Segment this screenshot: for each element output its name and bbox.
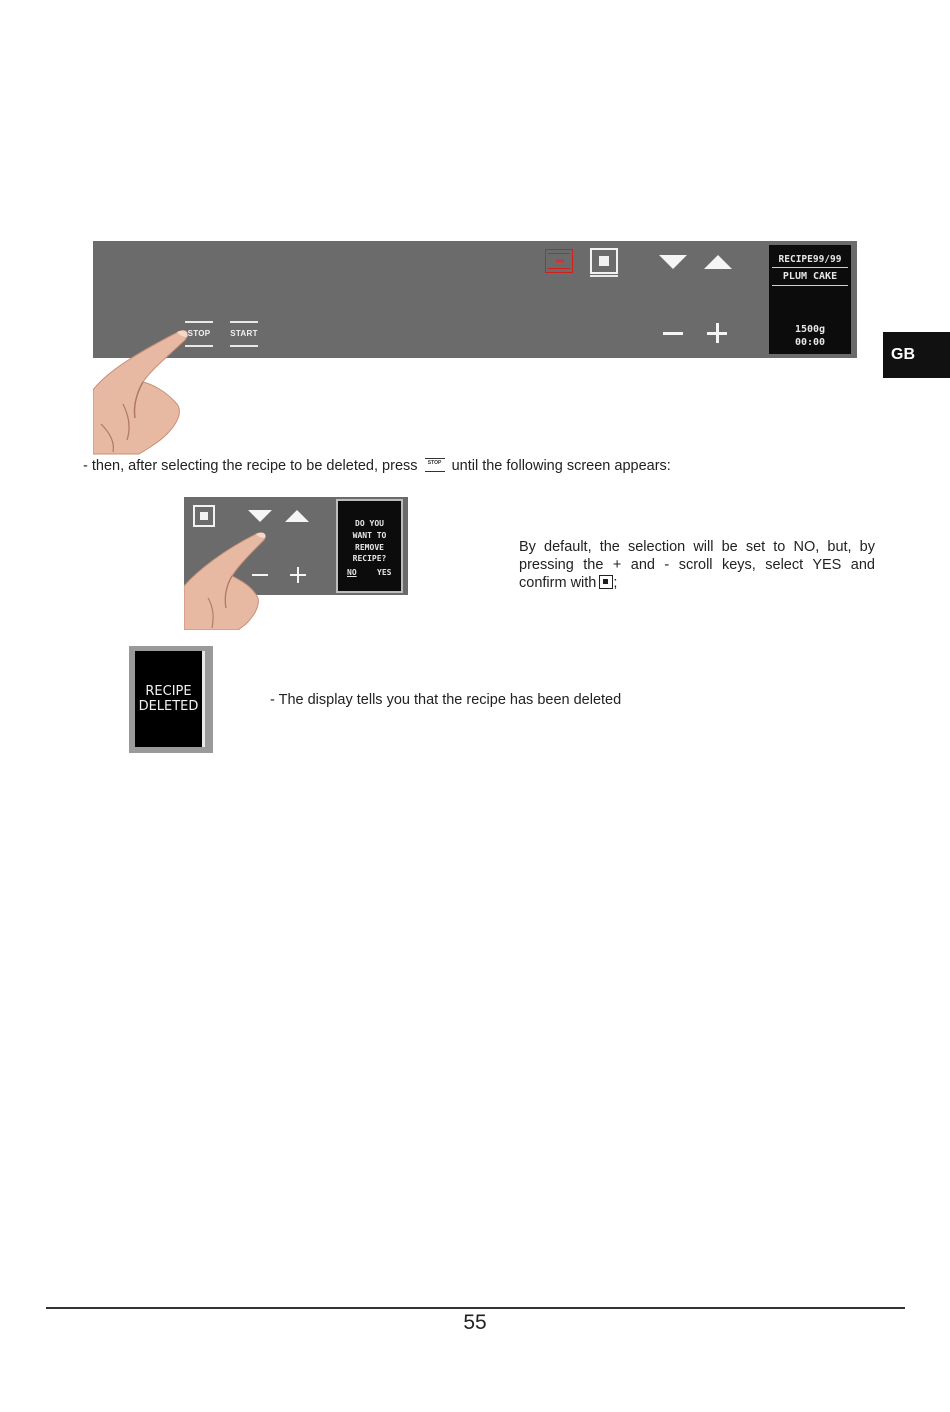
plus-key-icon-2[interactable]	[290, 567, 306, 583]
plus-vertical	[716, 323, 719, 343]
lcd-weight: 1500g	[794, 324, 826, 335]
hand-pointing-icon	[93, 320, 203, 455]
confirm-key[interactable]	[590, 248, 618, 274]
confirm-square-icon-2	[200, 512, 208, 520]
default-note	[519, 538, 875, 592]
lcd2-line2: WANT TO	[352, 531, 387, 540]
scroll-down-icon-2[interactable]	[248, 510, 272, 522]
instruction-after: until the following screen appears:	[451, 458, 671, 474]
recipe-deleted-line2: DELETED	[138, 699, 199, 714]
footer-rule	[46, 1307, 905, 1309]
default-note-line2: pressing the + and - scroll keys, select YES and	[519, 557, 875, 573]
stop-key-icon	[424, 458, 446, 472]
minus-key-icon[interactable]	[663, 332, 683, 335]
instruction-before: - then, after selecting the recipe to be deleted, press	[83, 458, 418, 474]
scroll-up-icon[interactable]	[704, 255, 732, 269]
stop-key[interactable]: STOP	[187, 329, 211, 338]
start-key-bottom-line	[230, 345, 258, 347]
stop-icon-top-line	[425, 458, 445, 459]
language-tab: GB	[883, 332, 950, 378]
deleted-note: - The display tells you that the recipe has been deleted	[270, 692, 622, 708]
lcd-display	[769, 245, 851, 354]
instruction-text	[83, 458, 783, 474]
lcd-time: 00:00	[794, 337, 826, 348]
default-note-line3-end: ;	[613, 575, 618, 591]
hand-pointing-icon-2	[184, 528, 274, 630]
lcd-recipe-number: RECIPE99/99	[778, 254, 842, 265]
lcd2-line3: REMOVE	[355, 543, 384, 552]
lcd2-line1: DO YOU	[355, 519, 384, 528]
start-key-top-line	[230, 321, 258, 323]
lcd2-line4: RECIPE?	[352, 554, 387, 563]
default-note-line3	[519, 574, 875, 592]
lcd2-option-no[interactable]: NO	[347, 568, 357, 577]
stop-icon-label: STOP	[427, 460, 442, 466]
plus-key-icon[interactable]	[707, 323, 727, 343]
start-key[interactable]: START	[230, 329, 258, 338]
confirm-key-underline	[590, 275, 618, 277]
recipe-deleted-display	[135, 651, 205, 747]
control-panel	[93, 241, 857, 358]
plus-vertical-2	[297, 567, 299, 583]
page-number: 55	[463, 1311, 487, 1334]
confirm-square-icon	[599, 256, 609, 266]
highlighted-key-mark	[556, 259, 564, 263]
default-note-line3-text: confirm with	[519, 575, 597, 591]
scroll-down-icon[interactable]	[659, 255, 687, 269]
highlighted-key-line-top	[548, 253, 570, 254]
highlighted-key-line-bottom	[548, 268, 570, 269]
remove-recipe-display	[336, 499, 403, 593]
lcd-recipe-name: PLUM CAKE	[782, 271, 838, 282]
lcd2-option-yes[interactable]: YES	[377, 568, 392, 577]
scroll-up-icon-2[interactable]	[285, 510, 309, 522]
default-note-line1: By default, the selection will be set to NO, but, by	[519, 539, 875, 555]
lcd-divider-1	[772, 267, 848, 268]
confirm-key-2[interactable]	[193, 505, 215, 527]
confirm-square-inline-icon	[599, 575, 613, 589]
stop-icon-bottom-line	[425, 471, 445, 472]
highlighted-key[interactable]	[545, 249, 573, 273]
lcd-divider-2	[772, 285, 848, 286]
recipe-deleted-line1: RECIPE	[145, 684, 192, 699]
